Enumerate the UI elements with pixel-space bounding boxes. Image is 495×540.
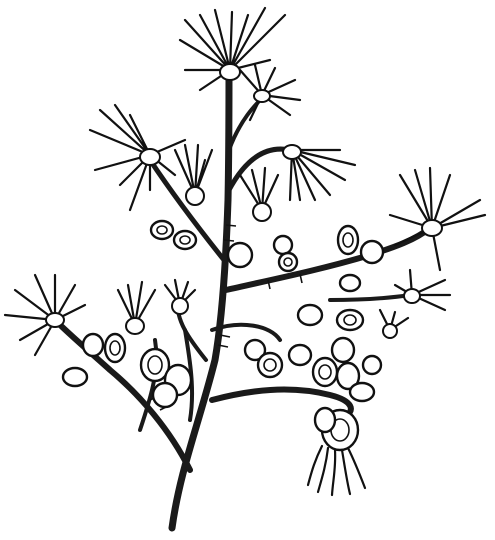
polyp-upper-right xyxy=(283,145,355,200)
polyp-left xyxy=(5,275,85,355)
medusa-cluster xyxy=(308,408,365,495)
polyp-right xyxy=(390,168,485,270)
polyp-right-lower xyxy=(395,270,450,310)
